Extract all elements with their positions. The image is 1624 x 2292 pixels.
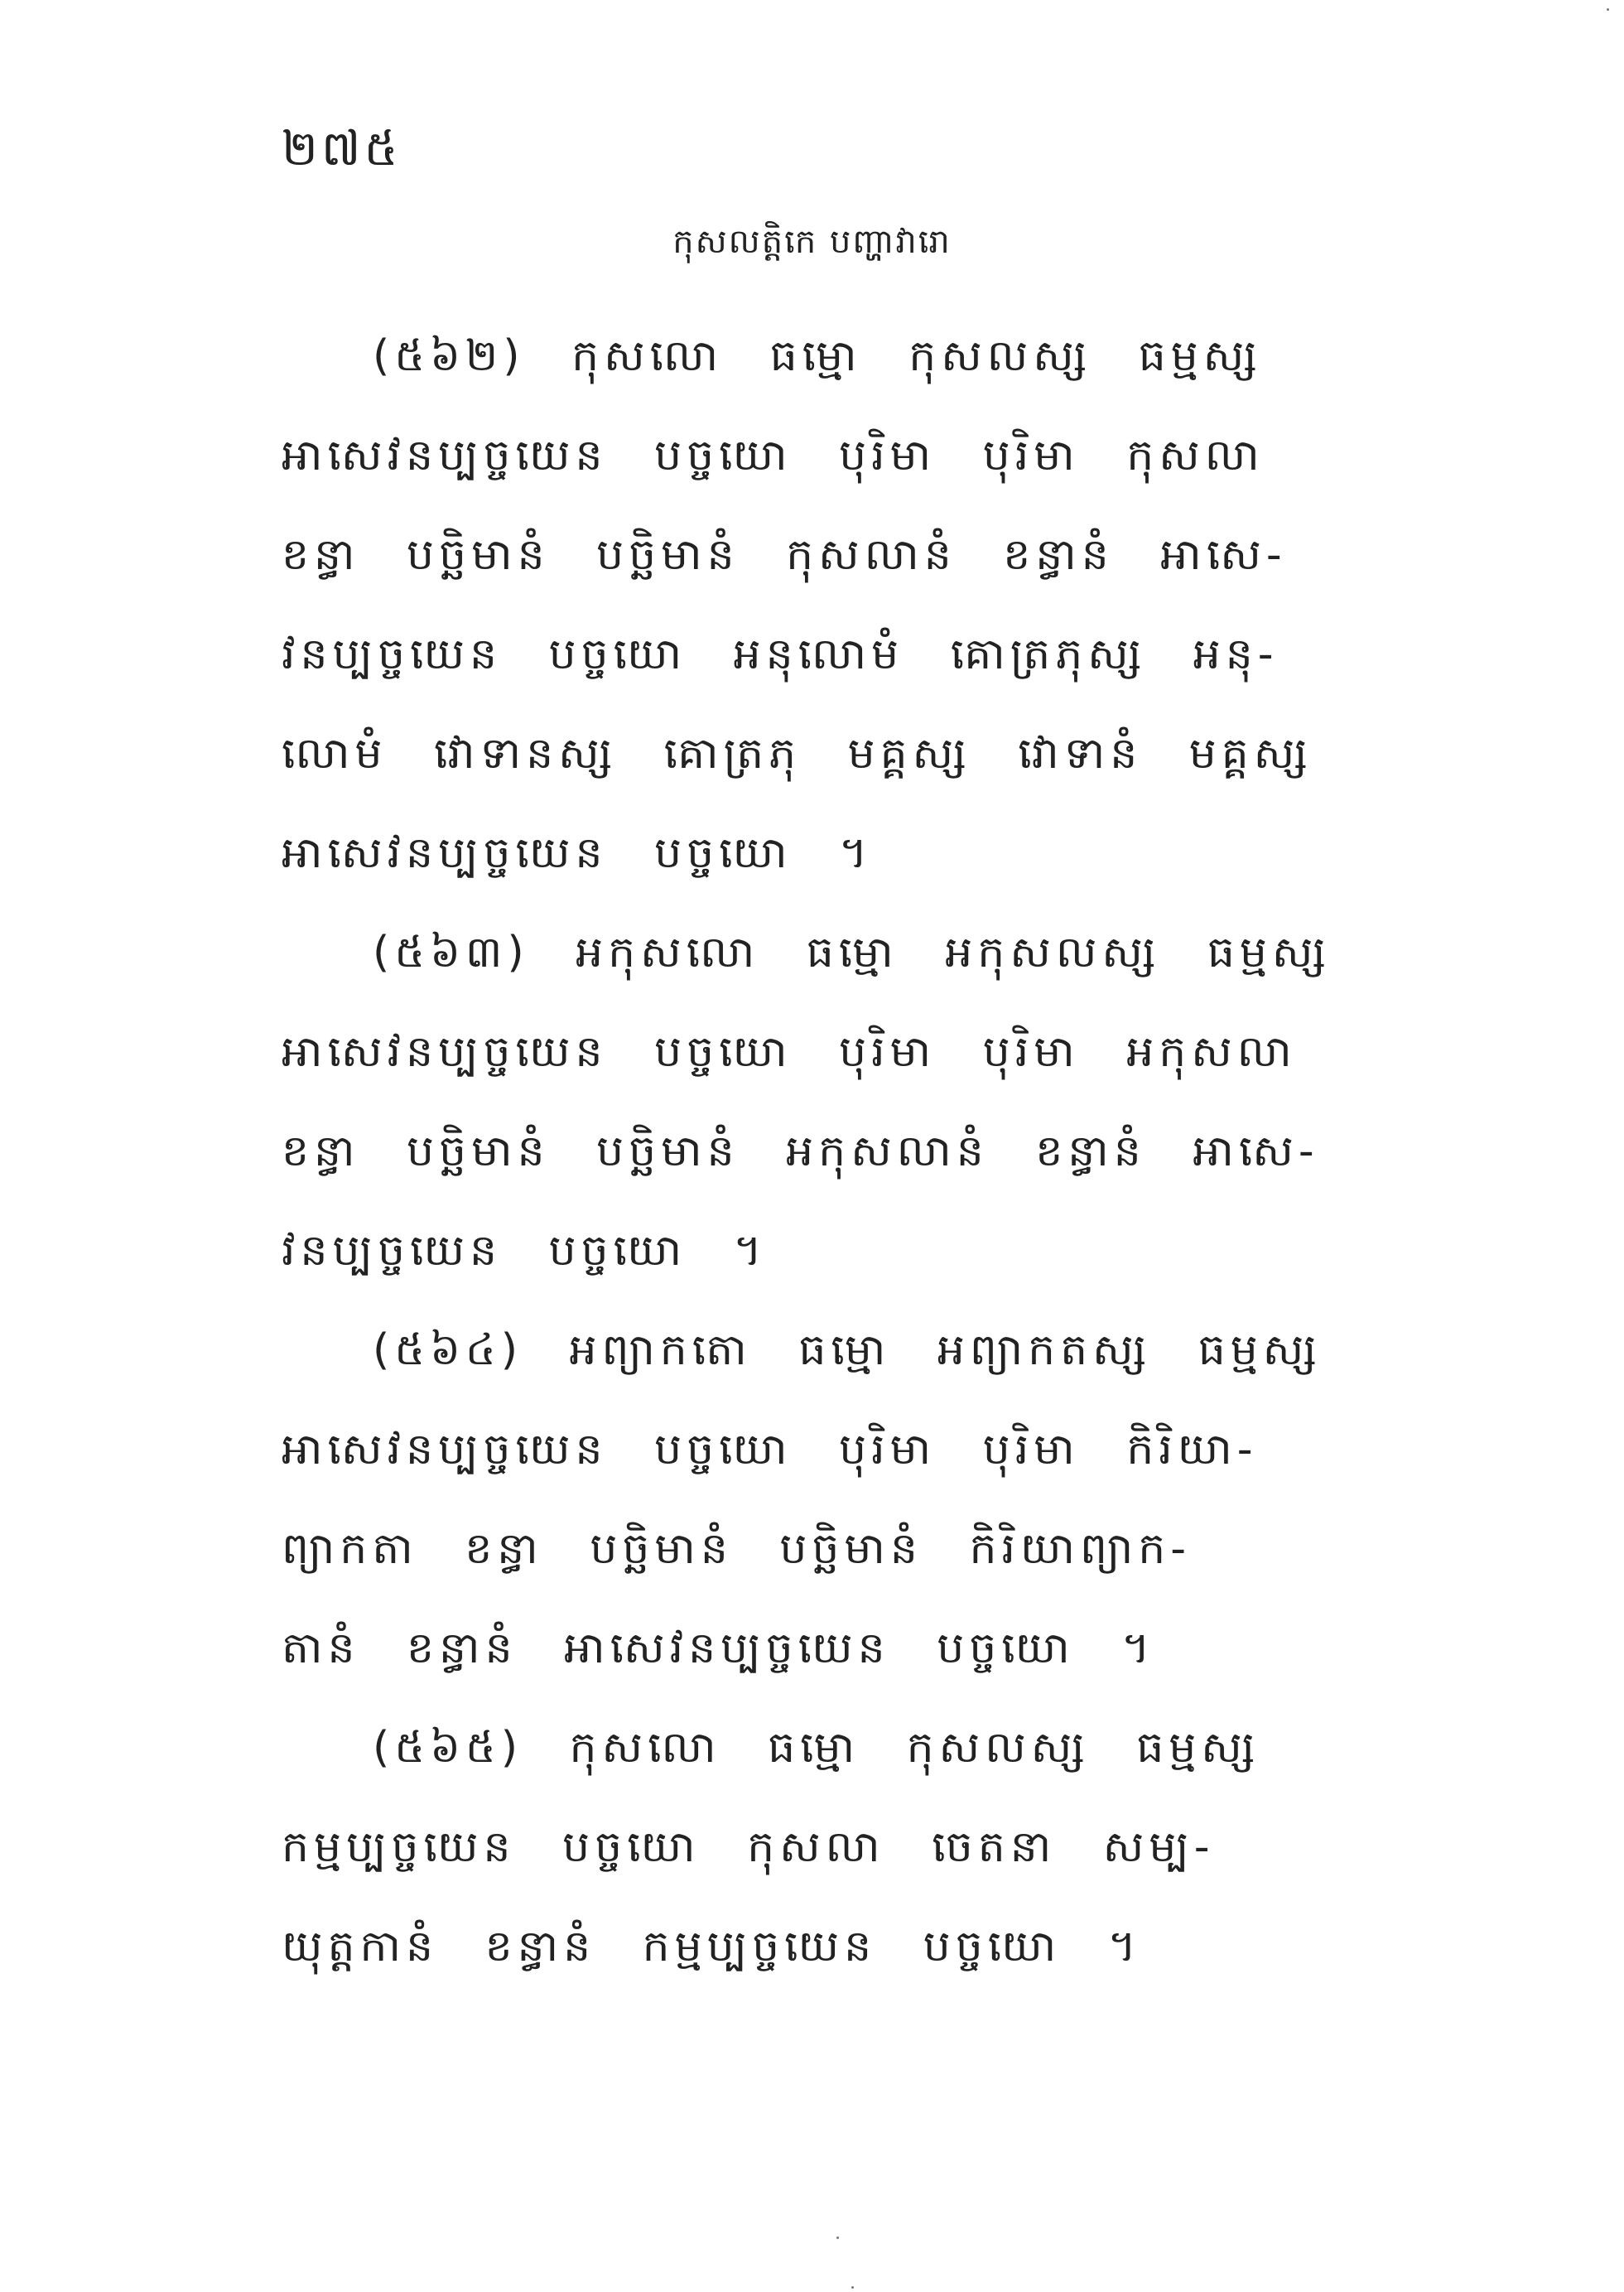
- scan-speck: [1607, 8, 1609, 11]
- text-line: តានំ ខន្ធានំ អាសេវនប្បច្ចយេន បច្ចយោ ។: [282, 1624, 1155, 1673]
- scan-speck: [851, 2286, 854, 2289]
- paragraph-565: [282, 1698, 1383, 1996]
- text-line: កម្មប្បច្ចយេន បច្ចយោ កុសលា ចេតនា សម្ប-: [282, 1822, 1215, 1872]
- paragraph-562: [282, 306, 1383, 903]
- paragraph-563: [282, 903, 1383, 1300]
- text-line: វនប្បច្ចយេន បច្ចយោ អនុលោមំ គោត្រភុស្ស អនុ-: [282, 630, 1279, 679]
- page-number: ២៧៥: [282, 120, 402, 176]
- text-line: អាសេវនប្បច្ចយេន បច្ចយោ ។: [282, 828, 873, 878]
- text-line: (៥៦៥) កុសលោ ធម្មោ កុសលស្ស ធម្មស្ស: [373, 1723, 1260, 1773]
- text-line: អាសេវនប្បច្ចយេន បច្ចយោ បុរិមា បុរិមា កុសលា: [282, 431, 1265, 480]
- text-line: ខន្ធា បច្ឆិមានំ បច្ឆិមានំ អកុសលានំ ខន្ធានំ អាសេ-: [282, 1127, 1319, 1176]
- text-line: លោមំ វោទានស្ស គោត្រភុ មគ្គស្ស វោទានំ មគ្គស្ស: [282, 729, 1313, 779]
- text-line: (៥៦២) កុសលោ ធម្មោ កុសលស្ស ធម្មស្ស: [373, 331, 1262, 381]
- text-line: យុត្តកានំ ខន្ធានំ កម្មប្បច្ចយេន បច្ចយោ ។: [282, 1922, 1142, 1971]
- body-text: [282, 306, 1383, 1996]
- running-header: កុសលត្តិកេ បញ្ហាវារោ: [672, 223, 952, 261]
- scan-speck: [836, 2237, 839, 2239]
- text-line: អាសេវនប្បច្ចយេន បច្ចយោ បុរិមា បុរិមា អកុសលា: [282, 1027, 1297, 1077]
- text-line: ព្យាកតា ខន្ធា បច្ឆិមានំ បច្ឆិមានំ កិរិយាព្យាក-: [282, 1524, 1192, 1574]
- paragraph-564: [282, 1300, 1383, 1698]
- text-line: (៥៦៣) អកុសលោ ធម្មោ អកុសលស្ស ធម្មស្ស: [373, 928, 1331, 977]
- text-line: (៥៦៤) អព្យាកតោ ធម្មោ អព្យាកតស្ស ធម្មស្ស: [373, 1325, 1322, 1375]
- text-line: ខន្ធា បច្ឆិមានំ បច្ឆិមានំ កុសលានំ ខន្ធានំ អាសេ-: [282, 530, 1287, 580]
- text-line: វនប្បច្ចយេន បច្ចយោ ។: [282, 1226, 767, 1276]
- text-line: អាសេវនប្បច្ចយេន បច្ចយោ បុរិមា បុរិមា កិរិយា-: [282, 1425, 1258, 1474]
